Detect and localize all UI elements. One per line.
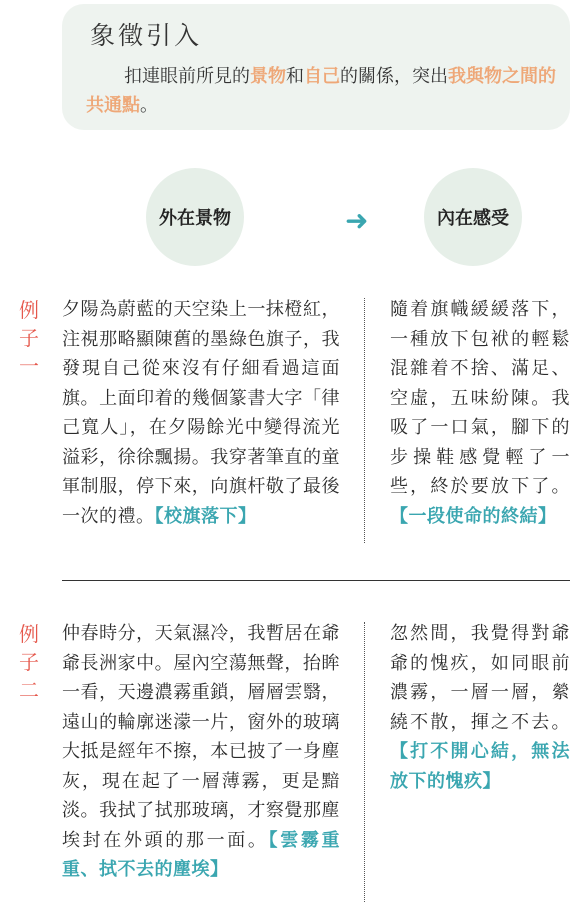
example-1-scenery-body: 夕陽為蔚藍的天空染上一抹橙紅，注視那略顯陳舊的墨綠色旗子，我發現自己從來沒有仔細看過這面旗。上面印着的幾個篆書大字「律己寬人」，在夕陽餘光中變得流光溢彩，徐徐飄揚。我穿著筆直的童軍制服，停下來，向旗杆敬了最後一次的禮。 <box>62 299 340 527</box>
example-2-label-char-3: 二 <box>19 678 39 702</box>
example-1-divider <box>364 298 365 543</box>
intro-text-b: 和 <box>286 66 304 87</box>
example-2-feeling-tag: 【打不開心結，無法放下的愧疚】 <box>390 741 570 792</box>
example-1-feeling-tag: 【一段使命的終結】 <box>390 505 557 527</box>
example-1-scenery-tag: 【校旗落下】 <box>154 505 257 527</box>
example-2-label-char-1: 例 <box>19 622 39 646</box>
example-2-feeling-body: 忽然間，我覺得對爺爺的愧疚，如同眼前濃霧，一層一層，縈繞不散，揮之不去。 <box>390 623 570 733</box>
example-1-label-char-3: 一 <box>19 354 39 378</box>
intro-text-c: 的關係，突出 <box>340 66 448 87</box>
inner-feeling-label: 內在感受 <box>437 208 509 229</box>
example-2-scenery-tag: 【雲霧重重、拭不去的塵埃】 <box>62 829 341 880</box>
arrow-right-icon: ➜ <box>345 204 369 237</box>
intro-text <box>86 62 558 120</box>
example-2-divider <box>364 622 365 902</box>
example-1-scenery-text <box>62 295 340 531</box>
example-1-label-char-2: 子 <box>19 326 39 350</box>
example-2-feeling-text <box>390 619 570 796</box>
example-1-feeling-text <box>390 295 570 531</box>
outer-scenery-label: 外在景物 <box>159 208 231 229</box>
example-2-scenery-text <box>62 619 340 885</box>
intro-highlight-self: 自己 <box>304 66 340 87</box>
example-1-label-char-1: 例 <box>19 298 39 322</box>
intro-highlight-scenery: 景物 <box>250 66 286 87</box>
intro-text-d: 。 <box>140 95 158 116</box>
intro-title: 象徵引入 <box>90 21 203 50</box>
example-1-feeling-body: 隨着旗幟緩緩落下，一種放下包袱的輕鬆混雜着不捨、滿足、空虛，五味紛陳。我吸了一口氣，腳下的步操鞋感覺輕了一些，終於要放下了。 <box>390 299 570 497</box>
example-2-label <box>14 620 44 704</box>
example-2-scenery-body: 仲春時分，天氣濕冷，我暫居在爺爺長洲家中。屋內空蕩無聲，抬眸一看，天邊濃霧重鎖，層層雲翳，遠山的輪廓迷濛一片，窗外的玻璃大抵是經年不擦，本已披了一身塵灰，現在起了一層薄霧，更是黯淡。我拭了拭那玻璃，才察覺那塵埃封在外頭的那一面。 <box>62 623 340 851</box>
outer-scenery-circle <box>146 168 244 266</box>
example-2-label-char-2: 子 <box>19 650 39 674</box>
section-separator <box>62 580 570 581</box>
intro-highlight-common: 我與物之間的共通點 <box>86 66 556 116</box>
example-1-label <box>14 296 44 380</box>
inner-feeling-circle <box>424 168 522 266</box>
intro-text-a: 扣連眼前所見的 <box>124 66 250 87</box>
